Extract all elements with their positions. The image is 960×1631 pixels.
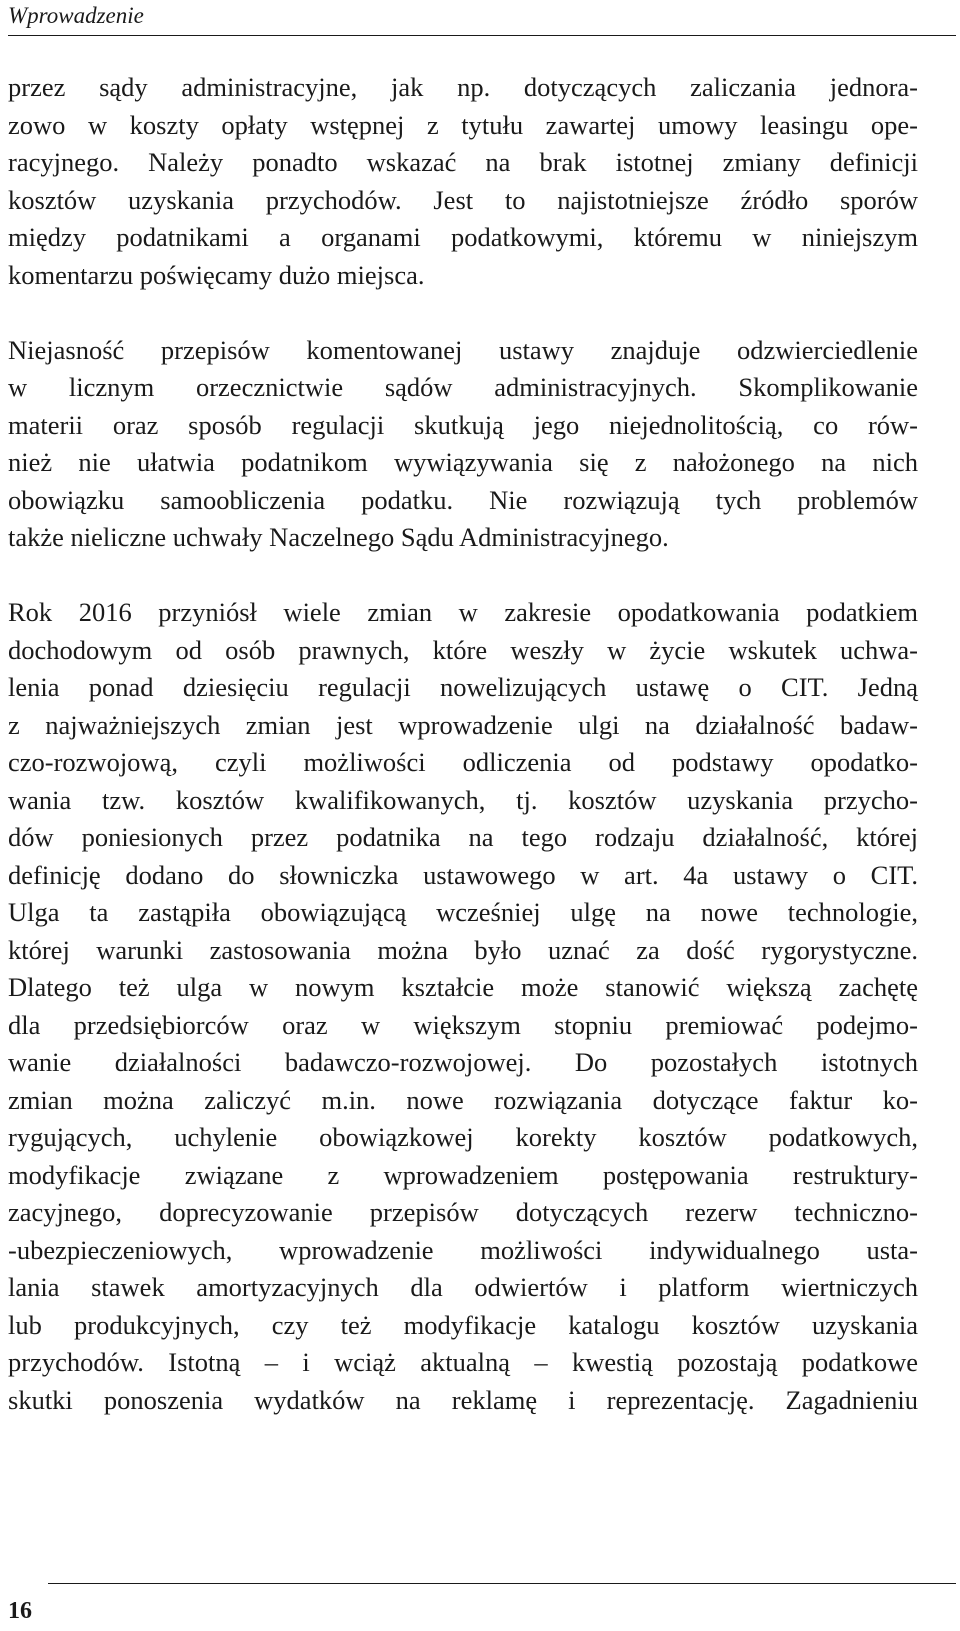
running-header-title: Wprowadzenie [8, 3, 144, 28]
text-line: Dlatego też ulga w nowym kształcie może stanowić większą zachętę [8, 972, 918, 1002]
text-line: komentarzu poświęcamy dużo miejsca. [8, 259, 425, 290]
text-line: przez sądy administracyjne, jak np. dotyczących zaliczania jednora- [8, 72, 918, 102]
text-line: zacyjnego, doprecyzowanie przepisów dotyczących rezerw techniczno- [8, 1197, 918, 1227]
paragraph-1 [8, 69, 918, 294]
text-line: racyjnego. Należy ponadto wskazać na brak istotnej zmiany definicji [8, 147, 918, 177]
text-line: w licznym orzecznictwie sądów administracyjnych. Skomplikowanie [8, 372, 918, 402]
text-line: lenia ponad dziesięciu regulacji nowelizujących ustawę o CIT. Jedną [8, 672, 918, 702]
text-line: obowiązku samoobliczenia podatku. Nie rozwiązują tych problemów [8, 484, 918, 515]
text-line: dla przedsiębiorców oraz w większym stopniu premiować podejmo- [8, 1009, 918, 1040]
text-line: dów poniesionych przez podatnika na tego rodzaju działalność, której [8, 822, 918, 852]
paragraph-gap [8, 294, 918, 332]
text-line: lania stawek amortyzacyjnych dla odwiertów i platform wiertniczych [8, 1272, 918, 1302]
text-line: materii oraz sposób regulacji skutkują jego niejednolitością, co rów- [8, 409, 918, 440]
paragraph-3 [8, 594, 918, 1419]
text-line: definicję dodano do słowniczka ustawowego w art. 4a ustawy o CIT. [8, 859, 918, 890]
paragraph-2 [8, 332, 918, 557]
text-line: skutki ponoszenia wydatków na reklamę i reprezentację. Zagadnieniu [8, 1384, 918, 1415]
header-rule [8, 35, 956, 36]
body-text [8, 69, 918, 1419]
text-line: dochodowym od osób prawnych, które weszły w życie wskutek uchwa- [8, 634, 918, 665]
text-line: przychodów. Istotną – i wciąż aktualną – kwestią pozostają podatkowe [8, 1347, 918, 1377]
paragraph-gap [8, 557, 918, 595]
text-line: której warunki zastosowania można było uznać za dość rygorystyczne. [8, 934, 918, 965]
page-number: 16 [8, 1598, 32, 1624]
text-line: między podatnikami a organami podatkowymi, któremu w niniejszym [8, 222, 918, 252]
text-line: modyfikacje związane z wprowadzeniem postępowania restruktury- [8, 1159, 918, 1190]
text-line: -ubezpieczeniowych, wprowadzenie możliwości indywidualnego usta- [8, 1234, 918, 1265]
text-line: wania tzw. kosztów kwalifikowanych, tj. kosztów uzyskania przycho- [8, 784, 918, 815]
text-line: także nieliczne uchwały Naczelnego Sądu Administracyjnego. [8, 522, 669, 552]
text-line: Ulga ta zastąpiła obowiązującą wcześniej ulgę na nowe technologie, [8, 897, 918, 927]
text-line: nież nie ułatwia podatnikom wywiązywania się z nałożonego na nich [8, 447, 918, 477]
text-line: Niejasność przepisów komentowanej ustawy znajduje odzwierciedlenie [8, 334, 918, 365]
text-line: zmian można zaliczyć m.in. nowe rozwiązania dotyczące faktur ko- [8, 1084, 918, 1115]
text-line: zowo w koszty opłaty wstępnej z tytułu zawartej umowy leasingu ope- [8, 109, 918, 140]
text-line: czo-rozwojową, czyli możliwości odliczenia od podstawy opodatko- [8, 747, 918, 777]
text-line: kosztów uzyskania przychodów. Jest to najistotniejsze źródło sporów [8, 184, 918, 215]
footer-rule [48, 1583, 956, 1584]
text-line: rygujących, uchylenie obowiązkowej korekty kosztów podatkowych, [8, 1122, 918, 1152]
text-line: lub produkcyjnych, czy też modyfikacje katalogu kosztów uzyskania [8, 1309, 918, 1340]
text-line: Rok 2016 przyniósł wiele zmian w zakresie opodatkowania podatkiem [8, 597, 918, 627]
text-line: z najważniejszych zmian jest wprowadzenie ulgi na działalność badaw- [8, 709, 918, 740]
text-line: wanie działalności badawczo-rozwojowej. Do pozostałych istotnych [8, 1047, 918, 1077]
